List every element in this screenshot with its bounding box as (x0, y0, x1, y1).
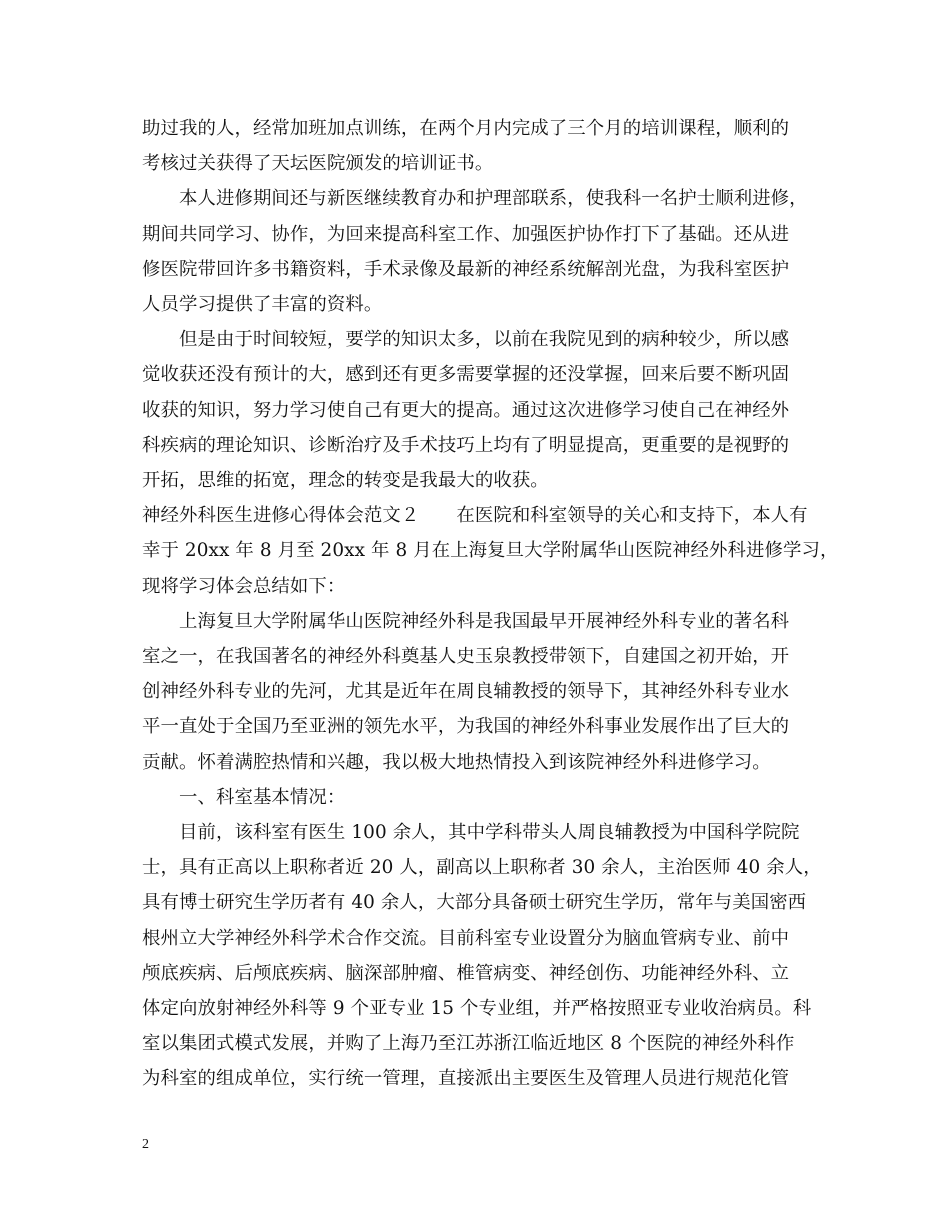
text-line: 神经外科医生进修心得体会范文２ 在医院和科室领导的关心和支持下，本人有 (142, 505, 808, 526)
text-line: 收获的知识，努力学习使自己有更大的提高。通过这次进修学习使自己在神经外 (142, 400, 790, 421)
text-line: 根州立大学神经外科学术合作交流。目前科室专业设置分为脑血管病专业、前中 (142, 928, 790, 949)
text-line: 为科室的组成单位，实行统一管理，直接派出主要医生及管理人员进行规范化管 (142, 1068, 790, 1089)
page-number: 2 (142, 1137, 149, 1152)
text-line: 室以集团式模式发展，并购了上海乃至江苏浙江临近地区 8 个医院的神经外科作 (142, 1033, 795, 1054)
text-line: 期间共同学习、协作，为回来提高科室工作、加强医护协作打下了基础。还从进 (142, 224, 790, 245)
text-line: 室之一，在我国著名的神经外科奠基人史玉泉教授带领下，自建国之初开始，开 (142, 646, 790, 667)
text-line: 体定向放射神经外科等 9 个亚专业 15 个专业组，并严格按照亚专业收治病员。科 (142, 998, 812, 1019)
text-line: 现将学习体会总结如下： (142, 576, 346, 597)
text-line: 具有博士研究生学历者有 40 余人，大部分具备硕士研究生学历，常年与美国密西 (142, 892, 807, 913)
text-line: 士，具有正高以上职称者近 20 人，副高以上职称者 30 余人，主治医师 40 余人， (142, 857, 822, 878)
text-line: 平一直处于全国乃至亚洲的领先水平，为我国的神经外科事业发展作出了巨大的 (142, 716, 790, 737)
text-line: 但是由于时间较短，要学的知识太多，以前在我院见到的病种较少，所以感 (142, 329, 790, 350)
text-line: 开拓，思维的拓宽，理念的转变是我最大的收获。 (142, 470, 549, 491)
text-line: 创神经外科专业的先河，尤其是近年在周良辅教授的领导下，其神经外科专业水 (142, 681, 790, 702)
text-line: 助过我的人，经常加班加点训练，在两个月内完成了三个月的培训课程，顺利的 (142, 118, 790, 139)
text-line: 科疾病的理论知识、诊断治疗及手术技巧上均有了明显提高，更重要的是视野的 (142, 435, 790, 456)
text-line: 贡献。怀着满腔热情和兴趣，我以极大地热情投入到该院神经外科进修学习。 (142, 752, 771, 773)
text-line: 目前，该科室有医生 100 余人，其中学科带头人周良辅教授为中国科学院院 (142, 822, 800, 843)
text-line: 幸于 20xx 年 8 月至 20xx 年 8 月在上海复旦大学附属华山医院神经外科进修学习， (142, 540, 839, 561)
text-line: 一、科室基本情况： (142, 787, 346, 808)
text-line: 修医院带回许多书籍资料，手术录像及最新的神经系统解剖光盘，为我科室医护 (142, 259, 790, 280)
text-line: 人员学习提供了丰富的资料。 (142, 294, 383, 315)
text-line: 颅底疾病、后颅底疾病、脑深部肿瘤、椎管病变、神经创伤、功能神经外科、立 (142, 963, 790, 984)
text-line: 上海复旦大学附属华山医院神经外科是我国最早开展神经外科专业的著名科 (142, 611, 790, 632)
text-line: 觉收获还没有预计的大，感到还有更多需要掌握的还没掌握，回来后要不断巩固 (142, 364, 790, 385)
text-line: 考核过关获得了天坛医院颁发的培训证书。 (142, 153, 494, 174)
text-line: 本人进修期间还与新医继续教育办和护理部联系，使我科一名护士顺利进修， (142, 188, 808, 209)
